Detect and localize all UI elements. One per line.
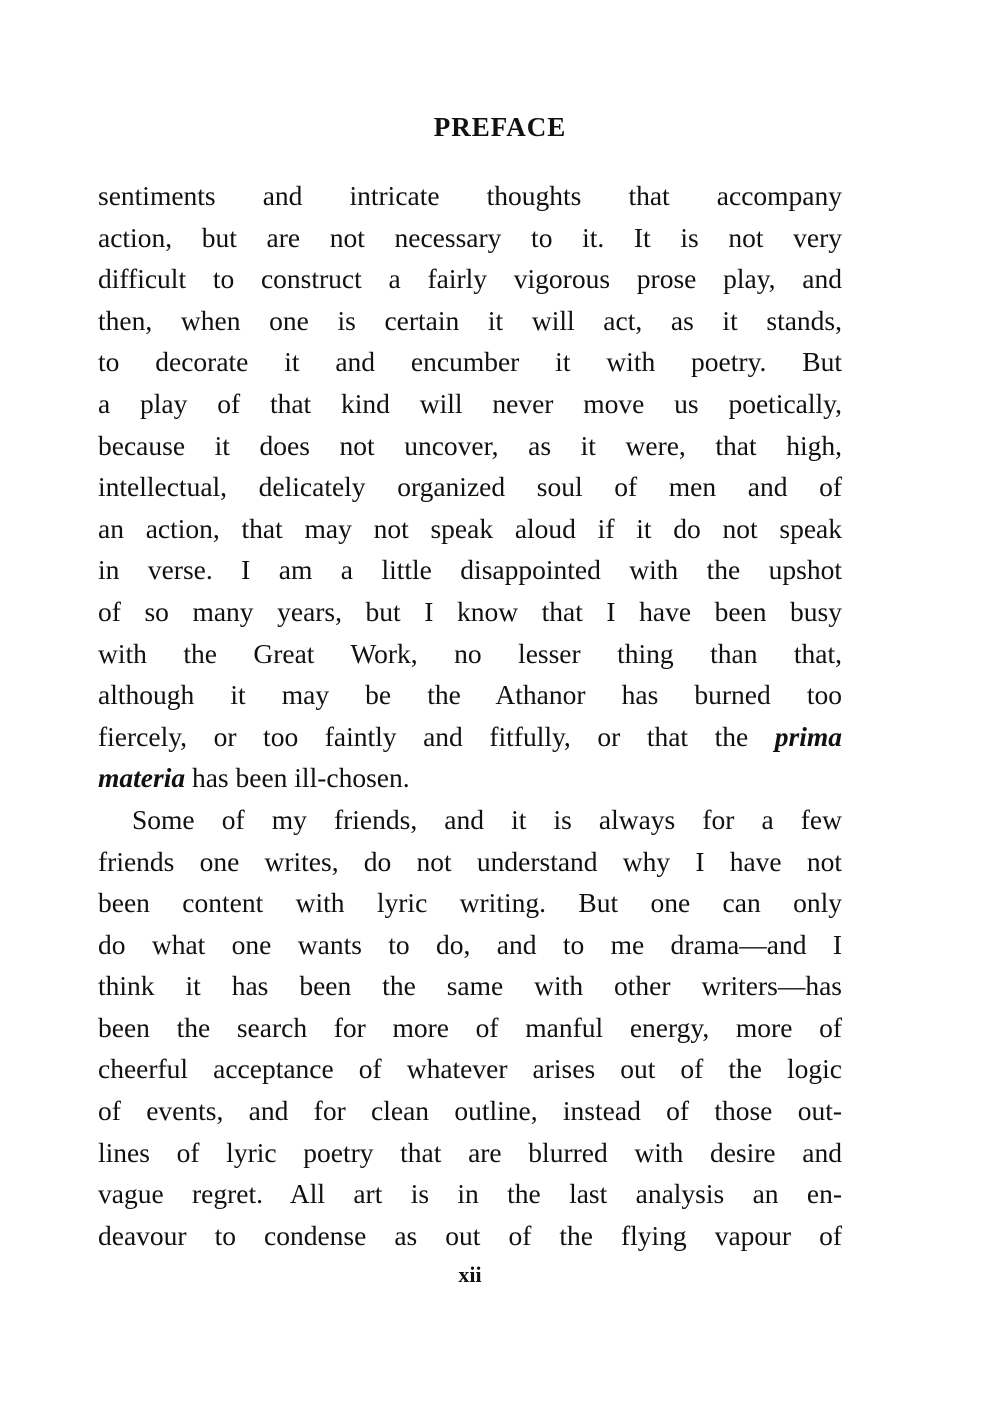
text-line-with-italic [98, 757, 842, 799]
text-line: friends one writes, do not understand why I have not [98, 845, 842, 877]
paragraph-1 [98, 175, 842, 799]
paragraph-2 [98, 799, 842, 1257]
text-line: although it may be the Athanor has burned too [98, 679, 842, 711]
body-text [98, 175, 842, 1256]
text-line: deavour to condense as out of the flying vapour of [98, 1219, 842, 1251]
text-line: lines of lyric poetry that are blurred with desire and [98, 1136, 842, 1168]
text-segment: has been ill-chosen. [185, 762, 410, 794]
text-line: intellectual, delicately organized soul of men and of [98, 471, 842, 503]
page-number: xii [458, 1262, 482, 1287]
text-line: difficult to construct a fairly vigorous prose play, and [98, 263, 842, 295]
text-line: of so many years, but I know that I have been busy [98, 595, 842, 627]
running-head: PREFACE [433, 112, 567, 142]
text-line: think it has been the same with other writers—has [98, 970, 842, 1002]
text-line: Some of my friends, and it is always for a few [132, 803, 842, 835]
text-line: sentiments and intricate thoughts that accompany [98, 180, 842, 211]
text-line: vague regret. All art is in the last analysis an en- [98, 1178, 842, 1210]
text-segment: fiercely, or too faintly and fitfully, or that the [98, 720, 749, 752]
text-line: then, when one is certain it will act, as it stands, [98, 304, 842, 336]
text-line: of events, and for clean outline, instead of those out- [98, 1095, 842, 1127]
text-line: to decorate it and encumber it with poetry. But [98, 346, 842, 378]
text-line: with the Great Work, no lesser thing than that, [98, 637, 842, 669]
text-line: a play of that kind will never move us poetically, [98, 387, 842, 419]
italic-term: prima [774, 720, 842, 752]
text-line: an action, that may not speak aloud if it do not speak [98, 512, 842, 544]
text-line: because it does not uncover, as it were, that high, [98, 429, 842, 461]
text-line: action, but are not necessary to it. It is not very [98, 221, 842, 253]
text-line-with-italic [98, 716, 842, 758]
text-line: do what one wants to do, and to me drama—and I [98, 928, 842, 960]
text-line: cheerful acceptance of whatever arises out of the logic [98, 1053, 842, 1085]
text-line: been content with lyric writing. But one can only [98, 887, 842, 919]
text-line: been the search for more of manful energy, more of [98, 1011, 842, 1043]
italic-term: materia [98, 762, 186, 794]
text-line: in verse. I am a little disappointed with the upshot [98, 554, 842, 586]
